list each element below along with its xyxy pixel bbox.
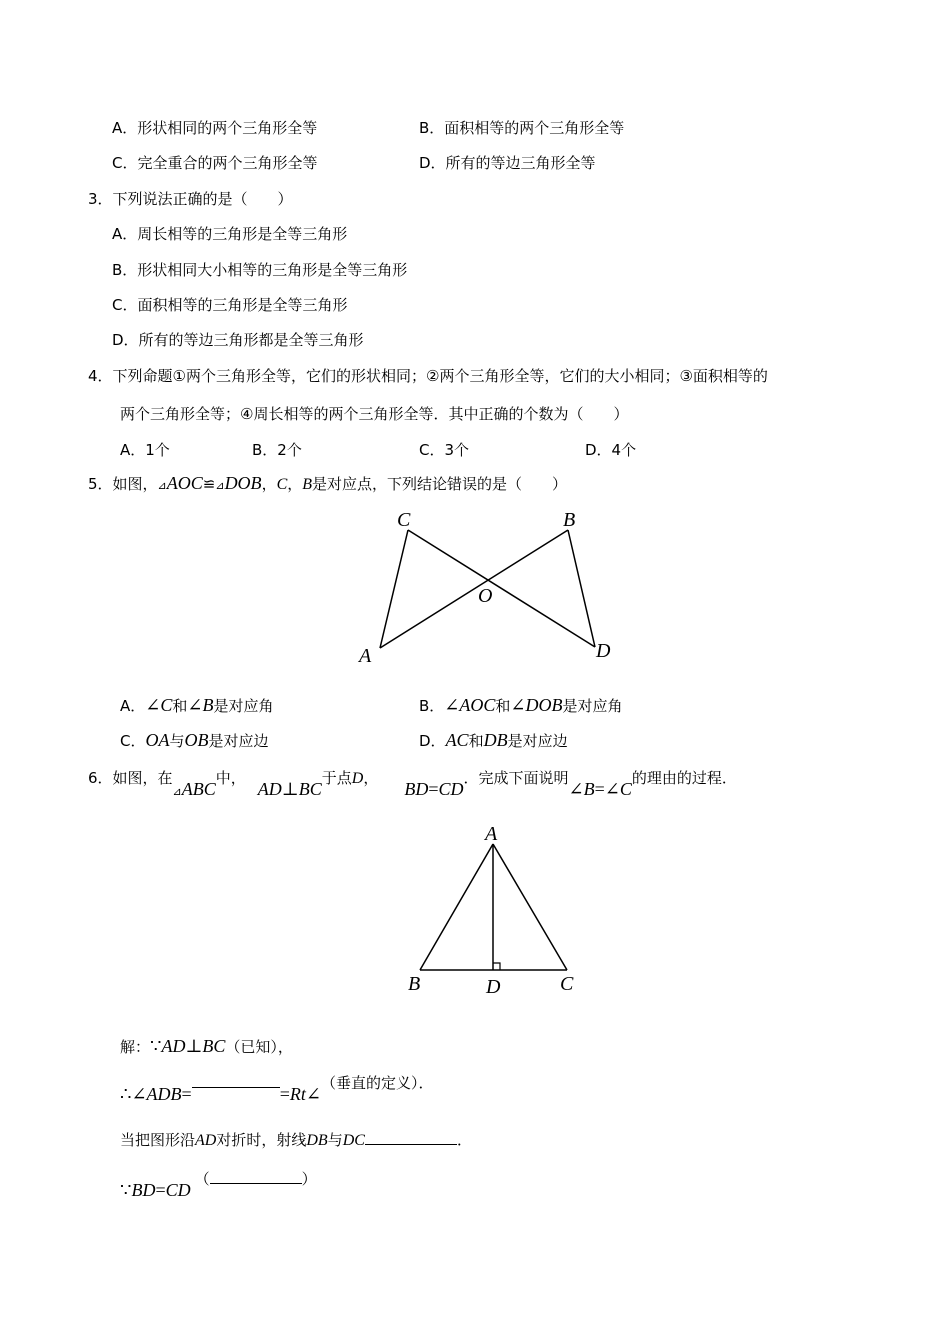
ray-dc: DC xyxy=(342,1132,365,1149)
q5-option-d xyxy=(419,730,568,751)
because-symbol: ∵ xyxy=(150,1036,162,1056)
reason-text: （已知）， xyxy=(225,1038,293,1056)
q4-option-b: B．2个 xyxy=(252,441,302,459)
label-c: C xyxy=(397,509,411,531)
label-o: O xyxy=(478,585,493,607)
label-d: D xyxy=(596,640,611,662)
triangle-symbol: ⊿ xyxy=(157,479,167,492)
ray-db: DB xyxy=(306,1132,328,1149)
option-letter: C． xyxy=(120,732,146,750)
answer-blank[interactable] xyxy=(210,1169,302,1184)
perpendicular-symbol: ⊥ xyxy=(281,779,299,799)
option-text: 是对应边 xyxy=(507,732,568,750)
answer-blank[interactable] xyxy=(365,1130,457,1145)
option-text: 和 xyxy=(495,697,511,715)
option-letter: B． xyxy=(419,697,445,715)
solution-text: ． xyxy=(456,1131,472,1149)
triangle-abc: ABC xyxy=(181,779,216,799)
segment-bd: BD xyxy=(404,779,429,799)
perpendicular-symbol: ⊥ xyxy=(185,1036,203,1056)
side-db: DB xyxy=(483,730,508,750)
reason-open-paren: （ xyxy=(194,1170,210,1188)
q6-text: ， xyxy=(363,769,379,787)
segment-bc: BC xyxy=(298,779,322,799)
q4-option-a: A．1个 xyxy=(120,441,170,459)
label-d: D xyxy=(486,976,501,998)
point-c: C xyxy=(276,476,288,493)
segment-c-a xyxy=(380,530,408,648)
option-text: 是对应边 xyxy=(208,732,269,750)
because-symbol: ∵ xyxy=(120,1180,132,1200)
right-angle-rt: Rt xyxy=(289,1084,306,1104)
q4-option-d: D．4个 xyxy=(585,441,637,459)
q6-text: ．完成下面说明 xyxy=(463,769,569,787)
therefore-symbol: ∴ xyxy=(120,1084,132,1104)
q2-option-a: A．形状相同的两个三角形全等 xyxy=(112,119,318,137)
angle-symbol: ∠ xyxy=(444,695,460,715)
segment-bd: BD xyxy=(131,1180,156,1200)
q5-number: 5．如图， xyxy=(88,475,158,493)
q4-stem-line2: 两个三角形全等；④周长相等的两个三角形全等．其中正确的个数为（ ） xyxy=(120,405,629,423)
segment-ad: AD xyxy=(257,779,282,799)
label-b: B xyxy=(563,509,576,531)
q3-option-d: D．所有的等边三角形都是全等三角形 xyxy=(112,331,364,349)
solution-text: 对折时，射线 xyxy=(216,1131,307,1149)
q5-figure xyxy=(355,505,635,675)
angle-symbol: ∠ xyxy=(305,1084,321,1104)
label-a: A xyxy=(485,823,498,845)
option-letter: A． xyxy=(120,697,146,715)
angle-dob: DOB xyxy=(525,695,563,715)
q6-text: 中， xyxy=(215,769,246,787)
equals-symbol: = xyxy=(181,1084,192,1104)
angle-adb: ADB xyxy=(146,1084,182,1104)
equals-symbol: = xyxy=(155,1180,166,1200)
segment-a-b xyxy=(420,844,493,970)
angle-symbol: ∠ xyxy=(131,1084,147,1104)
segment-a-c xyxy=(493,844,567,970)
option-text: 和 xyxy=(468,732,484,750)
q2-option-d: D．所有的等边三角形全等 xyxy=(419,154,596,172)
q5-text: ， xyxy=(261,475,277,493)
label-a: A xyxy=(359,645,372,667)
angle-symbol: ∠ xyxy=(604,779,620,799)
segment-bc: BC xyxy=(202,1036,226,1056)
angle-symbol: ∠ xyxy=(568,779,584,799)
q6-number: 6．如图，在 xyxy=(88,769,173,787)
q3-option-b: B．形状相同大小相等的三角形是全等三角形 xyxy=(112,261,408,279)
q6-figure xyxy=(400,820,600,1000)
angle-symbol: ∠ xyxy=(145,695,161,715)
right-angle-mark xyxy=(493,963,500,970)
side-oa: OA xyxy=(145,730,170,750)
q5-option-c xyxy=(120,730,269,751)
point-d: D xyxy=(351,770,364,787)
option-letter: D． xyxy=(419,732,446,750)
q6-text: 于点 xyxy=(321,769,352,787)
q6-stem xyxy=(88,767,737,799)
solution-text: 与 xyxy=(327,1131,343,1149)
segment-d-c xyxy=(408,530,595,647)
angle-symbol: ∠ xyxy=(510,695,526,715)
equals-symbol: = xyxy=(428,779,439,799)
angle-c: C xyxy=(160,695,173,715)
segment-b-d xyxy=(568,530,595,647)
solution-line-2 xyxy=(120,1074,434,1105)
segment-a-b xyxy=(380,530,568,648)
segment-cd: CD xyxy=(165,1180,191,1200)
angle-b: B xyxy=(202,695,214,715)
q3-option-c: C．面积相等的三角形是全等三角形 xyxy=(112,296,348,314)
solution-text: 当把图形沿 xyxy=(120,1131,196,1149)
solution-line-3 xyxy=(120,1130,472,1151)
q5-option-a xyxy=(120,695,274,716)
side-ob: OB xyxy=(184,730,209,750)
segment-ad: AD xyxy=(161,1036,186,1056)
segment-ad: AD xyxy=(195,1132,217,1149)
label-c: C xyxy=(560,973,574,995)
q2-option-c: C．完全重合的两个三角形全等 xyxy=(112,154,318,172)
reason-text: （垂直的定义）． xyxy=(320,1074,434,1092)
option-text: 是对应角 xyxy=(562,697,623,715)
option-text: 是对应角 xyxy=(213,697,274,715)
q5-stem xyxy=(88,473,567,496)
triangle-symbol: ⊿ xyxy=(215,479,225,492)
answer-blank[interactable] xyxy=(192,1073,280,1088)
q4-stem-line1: 4．下列命题①两个三角形全等，它们的形状相同；②两个三角形全等，它们的大小相同；③面积相等的 xyxy=(88,367,768,385)
segment-cd: CD xyxy=(438,779,464,799)
q6-text: 的理由的过程． xyxy=(631,769,737,787)
angle-b: B xyxy=(583,779,595,799)
q5-option-b xyxy=(419,695,623,716)
triangle-aoc: AOC xyxy=(166,473,203,493)
triangle-symbol: ⊿ xyxy=(172,785,182,798)
solution-line-4 xyxy=(120,1170,317,1201)
angle-symbol: ∠ xyxy=(187,695,203,715)
congruent-symbol: ≌ xyxy=(202,475,216,493)
q5-text: 是对应点，下列结论错误的是（ ） xyxy=(312,475,568,493)
angle-c: C xyxy=(619,779,632,799)
equals-symbol: = xyxy=(594,779,605,799)
point-b: B xyxy=(302,476,313,493)
q5-text: ， xyxy=(287,475,303,493)
q2-option-b: B．面积相等的两个三角形全等 xyxy=(419,119,625,137)
label-b: B xyxy=(408,973,421,995)
q4-option-c: C．3个 xyxy=(419,441,470,459)
reason-close-paren: ） xyxy=(301,1170,317,1188)
q3-option-a: A．周长相等的三角形是全等三角形 xyxy=(112,225,348,243)
angle-aoc: AOC xyxy=(459,695,496,715)
option-text: 与 xyxy=(169,732,185,750)
solution-line-1 xyxy=(120,1036,293,1057)
q3-stem: 3．下列说法正确的是（ ） xyxy=(88,190,293,208)
solution-label: 解： xyxy=(120,1038,151,1056)
option-text: 和 xyxy=(172,697,188,715)
equals-symbol: = xyxy=(279,1084,290,1104)
triangle-dob: DOB xyxy=(224,473,262,493)
side-ac: AC xyxy=(445,730,469,750)
